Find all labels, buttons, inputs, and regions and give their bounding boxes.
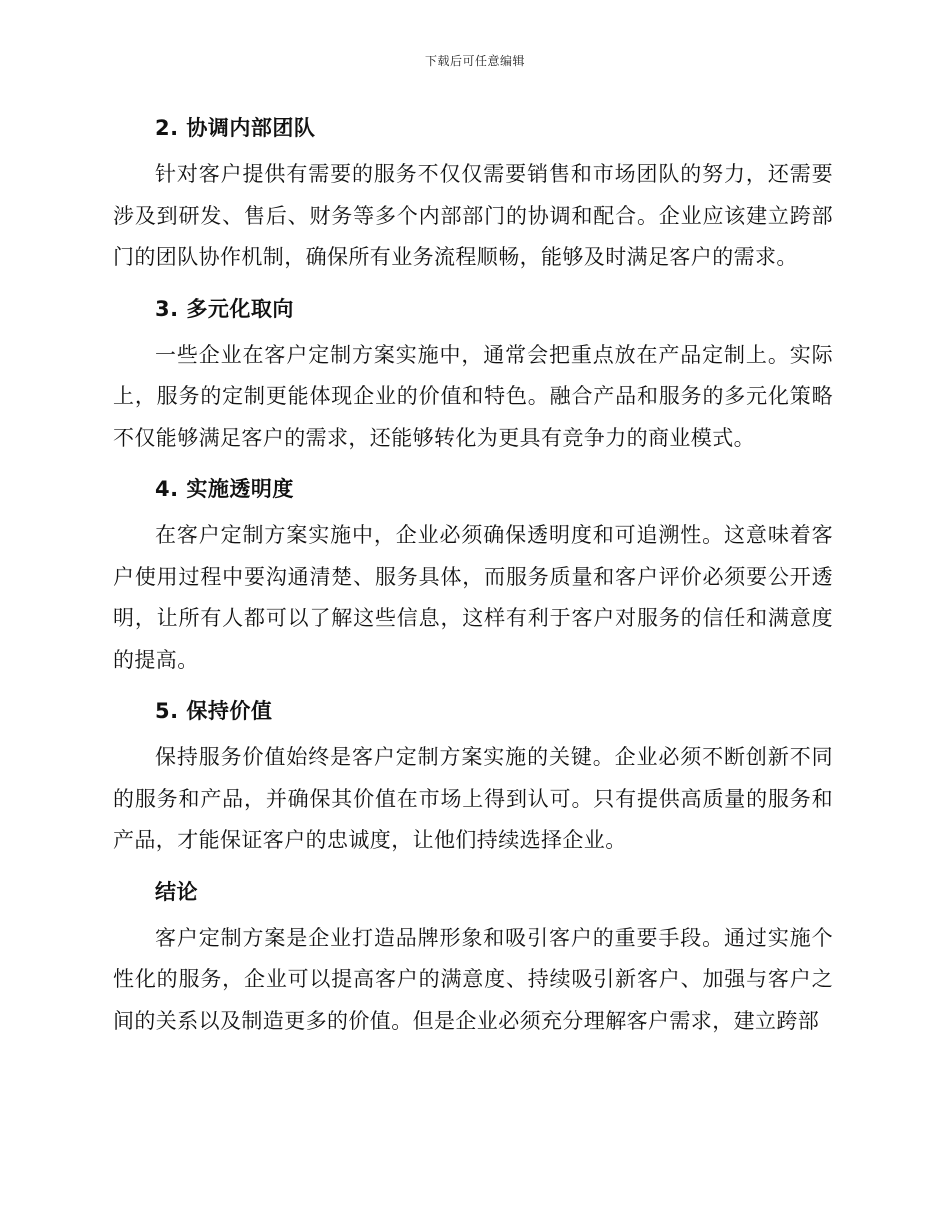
document-body: [113, 104, 833, 1048]
section-heading: 3. 多元化取向: [155, 296, 294, 321]
section-paragraph: 客户定制方案是企业打造品牌形象和吸引客户的重要手段。通过实施个性化的服务，企业可以提高客户的满意度、持续吸引新客户、加强与客户之间的关系以及制造更多的价值。但是企业必须充分理解客户需求，建立跨部: [113, 925, 833, 1033]
section-conclusion: [113, 868, 833, 1043]
section-paragraph: 一些企业在客户定制方案实施中，通常会把重点放在产品定制上。实际上，服务的定制更能体现企业的价值和特色。融合产品和服务的多元化策略不仅能够满足客户的需求，还能够转化为更具有竞争力的商业模式。: [113, 342, 833, 450]
section-heading: 4. 实施透明度: [155, 477, 294, 501]
section-heading: 结论: [155, 879, 198, 904]
section-diversification: [113, 285, 833, 460]
section-coordinate-teams: [113, 104, 833, 279]
section-maintain-value: [113, 687, 833, 862]
section-paragraph: 保持服务价值始终是客户定制方案实施的关键。企业必须不断创新不同的服务和产品，并确保其价值在市场上得到认可。只有提供高质量的服务和产品，才能保证客户的忠诚度，让他们持续选择企业。: [113, 745, 833, 852]
page-header: 下载后可任意编辑: [424, 54, 525, 68]
section-transparency: [113, 465, 833, 681]
section-heading: 5. 保持价值: [155, 699, 273, 723]
section-paragraph: 针对客户提供有需要的服务不仅仅需要销售和市场团队的努力，还需要涉及到研发、售后、财务等多个内部部门的协调和配合。企业应该建立跨部门的团队协作机制，确保所有业务流程顺畅，能够及时满足客户的需求。: [113, 162, 833, 269]
section-paragraph: 在客户定制方案实施中，企业必须确保透明度和可追溯性。这意味着客户使用过程中要沟通清楚、服务具体，而服务质量和客户评价必须要公开透明，让所有人都可以了解这些信息，这样有利于客户对服务的信任和满意度的提高。: [113, 523, 833, 672]
section-heading: 2. 协调内部团队: [155, 116, 316, 140]
